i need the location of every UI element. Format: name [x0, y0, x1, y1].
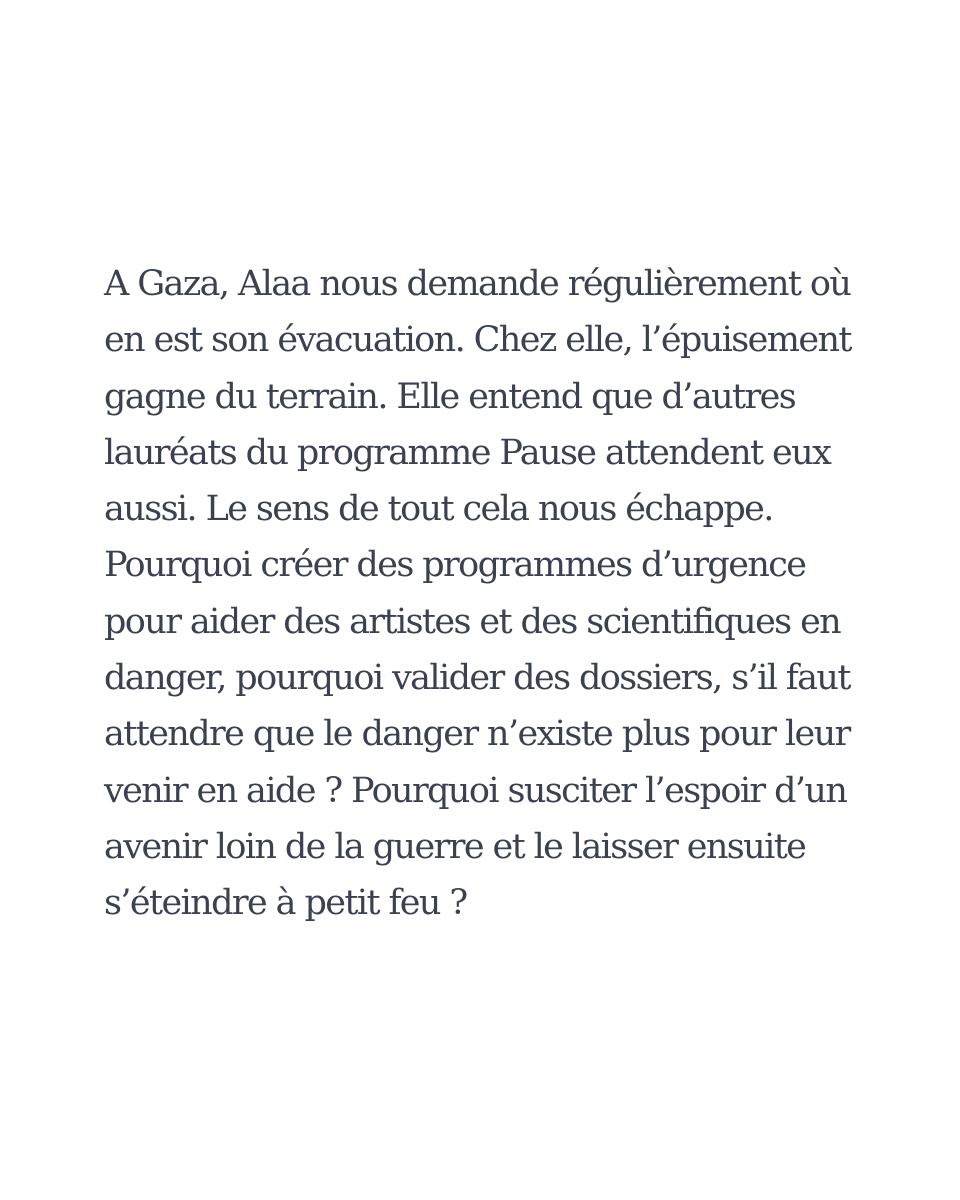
paragraph-line-9: attendre que le danger n’existe plus pour leur [104, 714, 850, 755]
paragraph-line-3: gagne du terrain. Elle entend que d’autres [104, 376, 796, 417]
paragraph-line-8: danger, pourquoi valider des dossiers, s’il faut [104, 658, 850, 699]
article-paragraph [104, 256, 894, 932]
paragraph-line-2: en est son évacuation. Chez elle, l’épuisement [104, 320, 851, 361]
paragraph-line-6: Pourquoi créer des programmes d’urgence [104, 545, 806, 586]
paragraph-line-7: pour aider des artistes et des scientifiques en [104, 601, 841, 642]
paragraph-line-10: venir en aide ? Pourquoi susciter l’espoir d’un [104, 770, 847, 811]
paragraph-line-4: lauréats du programme Pause attendent eux [104, 432, 831, 473]
paragraph-line-12: s’éteindre à petit feu ? [104, 883, 467, 924]
paragraph-line-5: aussi. Le sens de tout cela nous échappe. [104, 489, 773, 530]
paragraph-line-11: avenir loin de la guerre et le laisser ensuite [104, 826, 806, 867]
paragraph-line-1: A Gaza, Alaa nous demande régulièrement où [104, 264, 851, 304]
